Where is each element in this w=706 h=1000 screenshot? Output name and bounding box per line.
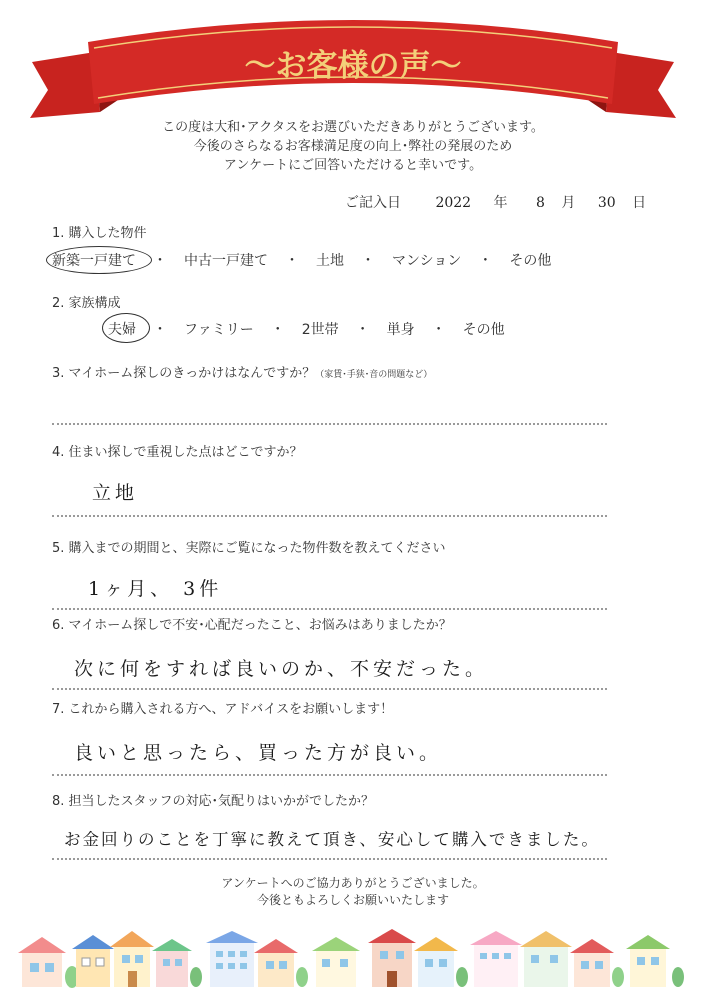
date-label: ご記入日 — [345, 195, 401, 211]
date-month-unit: 月 — [561, 195, 576, 211]
house-illustration — [254, 939, 298, 987]
date-day-unit: 日 — [632, 195, 647, 211]
answer-line-8 — [52, 858, 607, 860]
question-1-title: 1. 購入した物件 — [52, 226, 147, 241]
tree-illustration — [672, 967, 684, 987]
answer-line-6 — [52, 688, 607, 690]
date-day: 30 — [597, 195, 616, 211]
house-illustration — [110, 931, 154, 987]
title-banner — [0, 0, 706, 120]
intro-line-2: 今後のさらなるお客様満足度の向上･弊社の発展のため — [193, 139, 513, 154]
question-5-title: 5. 購入までの期間と、実際にご覧になった物件数を教えてください — [52, 541, 446, 556]
house-illustration — [368, 929, 416, 987]
house-illustration — [312, 937, 360, 987]
closing-text — [0, 875, 706, 909]
question-3-title: 3. マイホーム探しのきっかけはなんですか？（家賃･手狭･音の問題など） — [52, 366, 433, 381]
date-month: 8 — [536, 195, 545, 211]
intro-text — [0, 118, 706, 175]
date-year: 2022 — [435, 195, 472, 211]
answer-6: 次に何をすれば良いのか、不安だった。 — [74, 658, 489, 680]
question-7-title: 7. これから購入される方へ、アドバイスをお願いします！ — [52, 702, 394, 717]
q2-option[interactable]: 単身 — [386, 322, 415, 338]
answer-4: 立地 — [92, 482, 139, 504]
answer-5: 1ヶ月、 3件 — [88, 578, 223, 600]
q1-option[interactable]: 土地 — [316, 253, 344, 269]
tree-illustration — [456, 967, 468, 987]
q1-options: 新築一戸建て ・ 中古一戸建て ・ 土地 ・ マンション ・ その他 — [52, 250, 551, 270]
q2-option[interactable]: 2世帯 — [301, 322, 339, 338]
answer-8: お金回りのことを丁寧に教えて頂き、安心して購入できました。 — [64, 830, 600, 849]
banner-right-tail — [606, 52, 676, 118]
q1-option[interactable]: その他 — [509, 253, 552, 269]
q1-option[interactable]: マンション — [392, 253, 462, 269]
question-3-note: （家賃･手狭･音の問題など） — [315, 370, 433, 380]
tree-illustration — [190, 967, 202, 987]
q1-option[interactable]: 新築一戸建て — [52, 253, 136, 269]
answer-7: 良いと思ったら、買った方が良い。 — [74, 742, 443, 764]
tree-illustration — [612, 967, 624, 987]
banner-left-tail — [30, 52, 100, 118]
q2-option[interactable]: ファミリー — [184, 322, 254, 338]
banner-title: ～お客様の声～ — [244, 48, 462, 84]
house-illustration — [414, 937, 458, 987]
tree-illustration — [296, 967, 308, 987]
building-illustration — [470, 931, 522, 987]
house-illustration — [626, 935, 670, 987]
townscape-illustration — [0, 925, 706, 1000]
question-4-title: 4. 住まい探しで重視した点はどこですか？ — [52, 445, 303, 460]
question-6-title: 6. マイホーム探しで不安･心配だったこと、お悩みはありましたか？ — [52, 618, 452, 633]
question-8-title: 8. 担当したスタッフの対応･気配りはいかがでしたか？ — [52, 794, 375, 809]
house-illustration — [72, 935, 114, 987]
entry-date — [345, 192, 646, 212]
question-2-title: 2. 家族構成 — [52, 296, 121, 311]
closing-line-2: 今後ともよろしくお願いいたします — [256, 893, 449, 907]
intro-line-1: この度は大和･アクタスをお選びいただきありがとうございます。 — [162, 120, 544, 135]
closing-line-1: アンケートへのご協力ありがとうございました。 — [221, 876, 485, 890]
answer-line-5 — [52, 608, 607, 610]
house-illustration — [18, 937, 66, 987]
q2-option[interactable]: その他 — [462, 322, 505, 338]
building-illustration — [206, 931, 258, 987]
answer-line-3 — [52, 423, 607, 425]
q2-option[interactable]: 夫婦 — [108, 322, 136, 338]
date-year-unit: 年 — [493, 195, 508, 211]
q1-option[interactable]: 中古一戸建て — [184, 253, 268, 269]
house-illustration — [152, 939, 192, 987]
q2-options: 夫婦 ・ ファミリー ・ 2世帯 ・ 単身 ・ その他 — [108, 319, 505, 339]
answer-line-7 — [52, 774, 607, 776]
house-illustration — [570, 939, 614, 987]
answer-line-4 — [52, 515, 607, 517]
house-illustration — [520, 931, 572, 987]
intro-line-3: アンケートにご回答いただけると幸いです。 — [223, 158, 483, 173]
